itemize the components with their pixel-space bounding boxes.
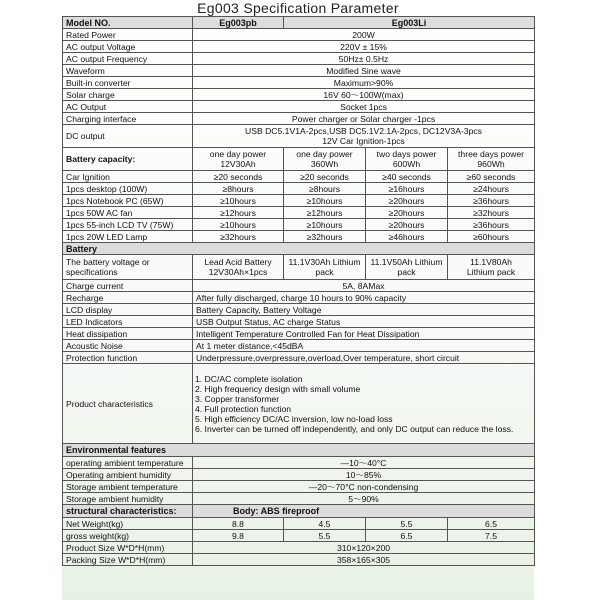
spec-row (63, 77, 535, 89)
spec-row (63, 65, 535, 77)
model-row (63, 17, 535, 29)
environment-value: —10～40°C (193, 457, 535, 469)
runtime-value: ≥40 seconds (366, 171, 448, 183)
runtime-value: ≥24hours (448, 183, 535, 195)
detail-label: Heat dissipation (63, 328, 193, 340)
battery-spec-cell (366, 255, 448, 280)
runtime-value: ≥20hours (366, 195, 448, 207)
runtime-label: 1pcs Notebook PC (65W) (63, 195, 193, 207)
battery-voltage-label-line: specifications (66, 267, 118, 277)
runtime-value: ≥12hours (193, 207, 284, 219)
detail-label: Recharge (63, 292, 193, 304)
battery-spec-cell (448, 255, 535, 280)
environment-label: Operating ambient humidity (63, 469, 193, 481)
characteristic-item: 1. DC/AC complete isolation (195, 373, 303, 384)
battery-spec-cell-line: 12V30Ah×1pcs (208, 267, 268, 277)
detail-row (63, 352, 535, 364)
environment-label: Storage ambient humidity (63, 493, 193, 505)
battery-voltage-label-line: The battery voltage or (66, 257, 150, 267)
product-characteristics-list (193, 364, 535, 444)
size-value: 358×165×305 (193, 554, 535, 566)
runtime-value: ≥32hours (448, 207, 535, 219)
environment-row (63, 469, 535, 481)
runtime-value: ≥36hours (448, 195, 535, 207)
capacity-cell-line: 12V30Ah (220, 159, 256, 169)
runtime-row (63, 183, 535, 195)
model-pb: Eg003pb (193, 17, 284, 29)
runtime-value: ≥20 seconds (284, 171, 366, 183)
size-label: Product Size W*D*H(mm) (63, 542, 193, 554)
weight-value: 9.8 (193, 530, 284, 542)
runtime-row (63, 219, 535, 231)
runtime-value: ≥16hours (366, 183, 448, 195)
environmental-heading: Environmental features (63, 444, 535, 457)
spec-value: 50Hz± 0.5Hz (193, 53, 535, 65)
product-characteristics-row (63, 364, 535, 444)
detail-label: LED Indicators (63, 316, 193, 328)
runtime-row (63, 195, 535, 207)
model-li: Eg003Li (284, 17, 535, 29)
characteristic-item: 2. High frequency design with small volume (195, 383, 361, 394)
detail-value: After fully discharged, charge 10 hours to 90% capacity (193, 292, 535, 304)
detail-label: Acoustic Noise (63, 340, 193, 352)
sheet-title: Eg003 Specification Parameter (197, 0, 399, 16)
dc-output-row (63, 125, 535, 148)
spec-value: Maximum>90% (193, 77, 535, 89)
weight-value: 4.5 (284, 518, 366, 530)
charge-current-value: 5A, 8AMax (193, 280, 535, 292)
structural-section-row (63, 505, 535, 518)
weight-value: 6.5 (366, 530, 448, 542)
spec-label: AC Output (63, 101, 193, 113)
spec-value: 220V ± 15% (193, 41, 535, 53)
detail-row (63, 316, 535, 328)
runtime-label: 1pcs 20W LED Lamp (63, 231, 193, 243)
spec-row (63, 89, 535, 101)
spec-label: AC output Voltage (63, 41, 193, 53)
battery-spec-cell-line: pack (315, 267, 334, 277)
runtime-row (63, 207, 535, 219)
battery-spec-cell-line: Lead Acid Battery (204, 257, 272, 267)
runtime-value: ≥60 seconds (448, 171, 535, 183)
detail-value: Underpressure,overpressure,overload,Over temperature, short circuit (193, 352, 535, 364)
capacity-cell (193, 148, 284, 171)
detail-label: LCD display (63, 304, 193, 316)
battery-capacity-row (63, 148, 535, 171)
spec-row (63, 53, 535, 65)
runtime-value: ≥12hours (284, 207, 366, 219)
dc-output-value (193, 125, 535, 148)
spec-label: Waveform (63, 65, 193, 77)
weight-label: Net Weight(kg) (63, 518, 193, 530)
runtime-value: ≥8hours (193, 183, 284, 195)
runtime-value: ≥20 seconds (193, 171, 284, 183)
product-characteristics-label: Product characteristics (63, 364, 193, 444)
environment-value: —20～70°C non-condensing (193, 481, 535, 493)
runtime-value: ≥46hours (366, 231, 448, 243)
characteristic-item: 3. Copper transformer (195, 393, 280, 404)
characteristic-item: 4. Full protection function (195, 403, 292, 414)
runtime-value: ≥10hours (284, 195, 366, 207)
environment-row (63, 493, 535, 505)
runtime-row (63, 231, 535, 243)
dc-output-value-line: 12V Car Ignition-1pcs (322, 136, 405, 146)
spec-label: Rated Power (63, 29, 193, 41)
runtime-value: ≥60hours (448, 231, 535, 243)
battery-section-heading: Battery (63, 243, 535, 255)
environment-value: 5～90% (193, 493, 535, 505)
runtime-label: 1pcs 50W AC fan (63, 207, 193, 219)
runtime-label: 1pcs desktop (100W) (63, 183, 193, 195)
weight-row (63, 518, 535, 530)
structural-heading: structural characteristics: (63, 505, 193, 518)
battery-voltage-label (63, 255, 193, 280)
runtime-label: Car Ignition (63, 171, 193, 183)
weight-row (63, 530, 535, 542)
charge-current-label: Charge current (63, 280, 193, 292)
spec-row (63, 101, 535, 113)
battery-spec-cell-line: 11.1V30Ah Lithium (288, 257, 361, 267)
size-value: 310×120×200 (193, 542, 535, 554)
spec-sheet (62, 0, 534, 600)
runtime-value: ≥10hours (193, 195, 284, 207)
spec-value: 200W (193, 29, 535, 41)
spec-value: Socket 1pcs (193, 101, 535, 113)
capacity-cell (448, 148, 535, 171)
battery-spec-cell (193, 255, 284, 280)
size-row (63, 542, 535, 554)
environment-label: operating ambient temperature (63, 457, 193, 469)
capacity-cell-line: three days power (458, 149, 524, 159)
environment-row (63, 457, 535, 469)
spec-row (63, 29, 535, 41)
detail-value: Battery Capacity, Battery Voltage (193, 304, 535, 316)
spec-label: Charging interface (63, 113, 193, 125)
detail-value: At 1 meter distance,<45dBA (193, 340, 535, 352)
runtime-row (63, 171, 535, 183)
battery-spec-cell-line: 11.1V80Ah (470, 257, 512, 267)
spec-label: Solar charge (63, 89, 193, 101)
spec-value: Modified Sine wave (193, 65, 535, 77)
weight-value: 8.8 (193, 518, 284, 530)
battery-capacity-label: Battery capacity: (63, 148, 193, 171)
spec-label: Built-in converter (63, 77, 193, 89)
weight-value: 5.5 (284, 530, 366, 542)
runtime-value: ≥32hours (193, 231, 284, 243)
spec-row (63, 113, 535, 125)
detail-row (63, 304, 535, 316)
charge-current-row (63, 280, 535, 292)
spec-table-body (63, 17, 535, 566)
environment-value: 10～85% (193, 469, 535, 481)
spec-value: 16V 60～100W(max) (193, 89, 535, 101)
dc-output-label: DC output (63, 125, 193, 148)
runtime-value: ≥10hours (284, 219, 366, 231)
battery-section-row (63, 243, 535, 255)
capacity-cell-line: 600Wh (392, 159, 421, 169)
spec-row (63, 41, 535, 53)
characteristic-item: 6. Inverter can be turned off independently, and only DC output can reduce the loss. (195, 423, 514, 434)
weight-value: 6.5 (448, 518, 535, 530)
runtime-label: 1pcs 55-inch LCD TV (75W) (63, 219, 193, 231)
size-label: Packing Size W*D*H(mm) (63, 554, 193, 566)
characteristic-item: 5. High efficiency DC/AC inversion, low no-load loss (195, 413, 393, 424)
body-material: Body: ABS fireproof (193, 505, 535, 518)
capacity-cell-line: 960Wh (477, 159, 505, 169)
spec-value: Power charger or Solar charger -1pcs (193, 113, 535, 125)
capacity-cell (366, 148, 448, 171)
environmental-section-row (63, 444, 535, 457)
detail-value: Intelligent Temperature Controlled Fan for Heat Dissipation (193, 328, 535, 340)
capacity-cell (284, 148, 366, 171)
weight-value: 7.5 (448, 530, 535, 542)
dc-output-value-line: USB DC5.1V1A-2pcs,USB DC5.1V2.1A-2pcs, DC12V3A-3pcs (245, 126, 482, 136)
capacity-cell-line: one day power (296, 149, 353, 159)
runtime-value: ≥32hours (284, 231, 366, 243)
spec-label: AC output Frequency (63, 53, 193, 65)
runtime-value: ≥20hours (366, 219, 448, 231)
runtime-value: ≥10hours (193, 219, 284, 231)
detail-row (63, 328, 535, 340)
runtime-value: ≥8hours (284, 183, 366, 195)
spec-table (62, 16, 535, 566)
battery-spec-cell-line: pack (397, 267, 416, 277)
weight-value: 5.5 (366, 518, 448, 530)
detail-label: Protection function (63, 352, 193, 364)
runtime-value: ≥20hours (366, 207, 448, 219)
capacity-cell-line: two days power (376, 149, 437, 159)
detail-row (63, 340, 535, 352)
runtime-value: ≥36hours (448, 219, 535, 231)
environment-label: Storage ambient temperature (63, 481, 193, 493)
detail-row (63, 292, 535, 304)
battery-voltage-row (63, 255, 535, 280)
capacity-cell-line: 360Wh (310, 159, 339, 169)
detail-value: USB Output Status, AC charge Status (193, 316, 535, 328)
weight-label: gross weight(kg) (63, 530, 193, 542)
environment-row (63, 481, 535, 493)
battery-spec-cell (284, 255, 366, 280)
size-row (63, 554, 535, 566)
model-label: Model NO. (63, 17, 193, 29)
battery-spec-cell-line: 11.1V50Ah Lithium (370, 257, 443, 267)
battery-spec-cell-line: Lithium pack (466, 267, 516, 277)
capacity-cell-line: one day power (209, 149, 267, 159)
